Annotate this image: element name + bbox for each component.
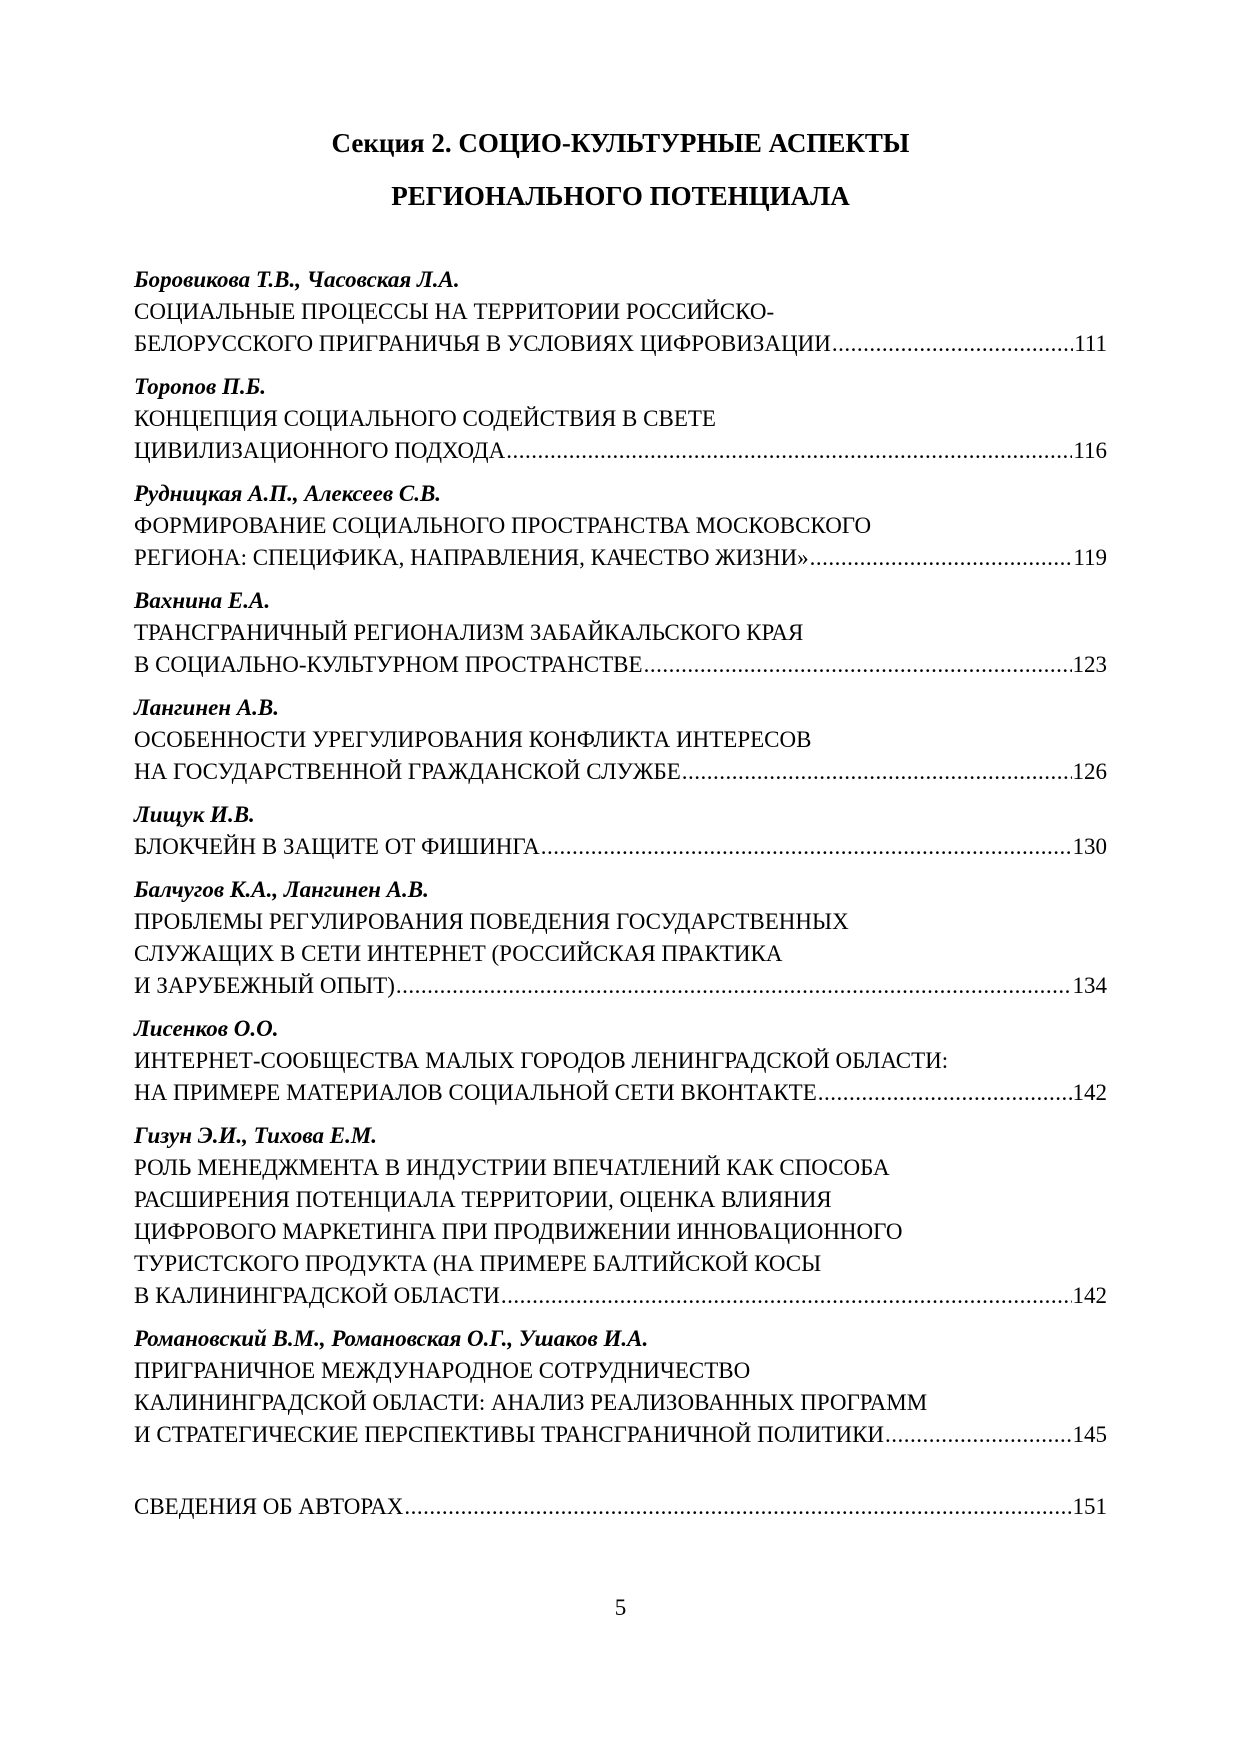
toc-entry-author: Романовский В.М., Романовская О.Г., Ушаков И.А. [134,1326,649,1351]
toc-entry [134,1323,1107,1451]
toc-entry-title-line: СОЦИАЛЬНЫЕ ПРОЦЕССЫ НА ТЕРРИТОРИИ РОССИЙСКО- [134,299,775,324]
toc-entry-title-line: БЕЛОРУССКОГО ПРИГРАНИЧЬЯ В УСЛОВИЯХ ЦИФРОВИЗАЦИИ [134,331,831,356]
toc-entry-author: Боровикова Т.В., Часовская Л.А. [134,267,460,292]
toc-entry-last-line[interactable] [134,542,1107,574]
toc-entry-last-line[interactable] [134,970,1107,1002]
toc-entry [134,478,1107,574]
toc-entry-title-line: ФОРМИРОВАНИЕ СОЦИАЛЬНОГО ПРОСТРАНСТВА МОСКОВСКОГО [134,513,872,538]
toc-entry-title-line: ЦИФРОВОГО МАРКЕТИНГА ПРИ ПРОДВИЖЕНИИ ИННОВАЦИОННОГО [134,1219,903,1244]
toc-entry-title-line: В КАЛИНИНГРАДСКОЙ ОБЛАСТИ [134,1283,500,1308]
section-heading-line-1: Секция 2. СОЦИО-КУЛЬТУРНЫЕ АСПЕКТЫ [331,128,910,158]
toc-entry [134,1013,1107,1109]
toc-entry-last-line[interactable] [134,435,1107,467]
toc-entry-title-line: ИНТЕРНЕТ-СООБЩЕСТВА МАЛЫХ ГОРОДОВ ЛЕНИНГРАДСКОЙ ОБЛАСТИ: [134,1048,949,1073]
toc-entry-title-line: И ЗАРУБЕЖНЫЙ ОПЫТ) [134,973,395,998]
toc-entry-title-line: ПРОБЛЕМЫ РЕГУЛИРОВАНИЯ ПОВЕДЕНИЯ ГОСУДАРСТВЕННЫХ [134,909,849,934]
toc-entry-author: Лищук И.В. [134,802,255,827]
dot-leader [501,1280,1072,1312]
toc-entry-title-line: ТРАНСГРАНИЧНЫЙ РЕГИОНАЛИЗМ ЗАБАЙКАЛЬСКОГО КРАЯ [134,620,804,645]
toc-entry-title-line: ОСОБЕННОСТИ УРЕГУЛИРОВАНИЯ КОНФЛИКТА ИНТЕРЕСОВ [134,727,812,752]
toc-entry-last-line[interactable] [134,649,1107,681]
page-number: 5 [614,1595,627,1620]
toc-entry-page-number: 111 [1074,331,1107,356]
toc-entry-last-line[interactable] [134,1077,1107,1109]
toc-entry [134,692,1107,788]
dot-leader [396,970,1072,1002]
toc-entry-last-line[interactable] [134,1280,1107,1312]
dot-leader [506,435,1072,467]
dot-leader [885,1419,1071,1451]
toc-entry-title-line: РОЛЬ МЕНЕДЖМЕНТА В ИНДУСТРИИ ВПЕЧАТЛЕНИЙ КАК СПОСОБА [134,1155,890,1180]
toc-entry-title-line: НА ПРИМЕРЕ МАТЕРИАЛОВ СОЦИАЛЬНОЙ СЕТИ ВКОНТАКТЕ [134,1080,817,1105]
toc-entry-author: Балчугов К.А., Лангинен А.В. [134,877,429,902]
toc-entry-title-line: РАСШИРЕНИЯ ПОТЕНЦИАЛА ТЕРРИТОРИИ, ОЦЕНКА ВЛИЯНИЯ [134,1187,832,1212]
toc-entry-title-line: И СТРАТЕГИЧЕСКИЕ ПЕРСПЕКТИВЫ ТРАНСГРАНИЧНОЙ ПОЛИТИКИ [134,1422,885,1447]
toc-entry [134,585,1107,681]
dot-leader [682,756,1072,788]
toc-entry-author: Рудницкая А.П., Алексеев С.В. [134,481,442,506]
toc-entry-page-number: 123 [1072,652,1107,677]
toc-entry [134,264,1107,360]
toc-entry [134,371,1107,467]
toc-entry-title-line: СЛУЖАЩИХ В СЕТИ ИНТЕРНЕТ (РОССИЙСКАЯ ПРАКТИКА [134,941,783,966]
toc-entry-author: Вахнина Е.А. [134,588,271,613]
section-heading-line-2: РЕГИОНАЛЬНОГО ПОТЕНЦИАЛА [391,181,850,211]
toc-authors-info-page-number: 151 [1072,1494,1107,1519]
toc-authors-info-line[interactable] [134,1491,1107,1523]
toc-entry-author: Лисенков О.О. [134,1016,279,1041]
toc-entry [134,1120,1107,1312]
dot-leader [810,542,1073,574]
toc-entry-title-line: КОНЦЕПЦИЯ СОЦИАЛЬНОГО СОДЕЙСТВИЯ В СВЕТЕ [134,406,716,431]
toc-entry-page-number: 119 [1073,545,1107,570]
toc-entry-author: Гизун Э.И., Тихова Е.М. [134,1123,378,1148]
toc-entry [134,874,1107,1002]
toc-entry [134,799,1107,863]
toc-entry-last-line[interactable] [134,756,1107,788]
dot-leader [644,649,1072,681]
toc-entry-page-number: 142 [1072,1080,1107,1105]
toc-entry-last-line[interactable] [134,328,1107,360]
toc-authors-info-entry [134,1491,1107,1523]
toc-entry-title-line: В СОЦИАЛЬНО-КУЛЬТУРНОМ ПРОСТРАНСТВЕ [134,652,643,677]
toc-entry-title-line: КАЛИНИНГРАДСКОЙ ОБЛАСТИ: АНАЛИЗ РЕАЛИЗОВАННЫХ ПРОГРАММ [134,1390,928,1415]
toc-entry-page-number: 126 [1072,759,1107,784]
table-of-contents [134,264,1107,1534]
toc-entry-page-number: 116 [1073,438,1107,463]
toc-entry-title-line: НА ГОСУДАРСТВЕННОЙ ГРАЖДАНСКОЙ СЛУЖБЕ [134,759,681,784]
section-heading [0,117,1241,223]
toc-entry-author: Торопов П.Б. [134,374,267,399]
toc-entry-title-line: ТУРИСТСКОГО ПРОДУКТА (НА ПРИМЕРЕ БАЛТИЙСКОЙ КОСЫ [134,1251,822,1276]
toc-entry-title-line: БЛОКЧЕЙН В ЗАЩИТЕ ОТ ФИШИНГА [134,834,540,859]
toc-entry-page-number: 142 [1072,1283,1107,1308]
toc-entry-title-line: ПРИГРАНИЧНОЕ МЕЖДУНАРОДНОЕ СОТРУДНИЧЕСТВО [134,1358,751,1383]
toc-entry-last-line[interactable] [134,831,1107,863]
toc-entry-title-line: РЕГИОНА: СПЕЦИФИКА, НАПРАВЛЕНИЯ, КАЧЕСТВО ЖИЗНИ» [134,545,809,570]
dot-leader [404,1491,1071,1523]
dot-leader [541,831,1072,863]
dot-leader [832,328,1073,360]
toc-entry-page-number: 145 [1072,1422,1107,1447]
toc-authors-info-label: СВЕДЕНИЯ ОБ АВТОРАХ [134,1494,404,1519]
toc-entry-page-number: 130 [1072,834,1107,859]
toc-entry-page-number: 134 [1072,973,1107,998]
toc-entry-last-line[interactable] [134,1419,1107,1451]
toc-entry-author: Лангинен А.В. [134,695,280,720]
dot-leader [818,1077,1072,1109]
toc-entry-title-line: ЦИВИЛИЗАЦИОННОГО ПОДХОДА [134,438,506,463]
